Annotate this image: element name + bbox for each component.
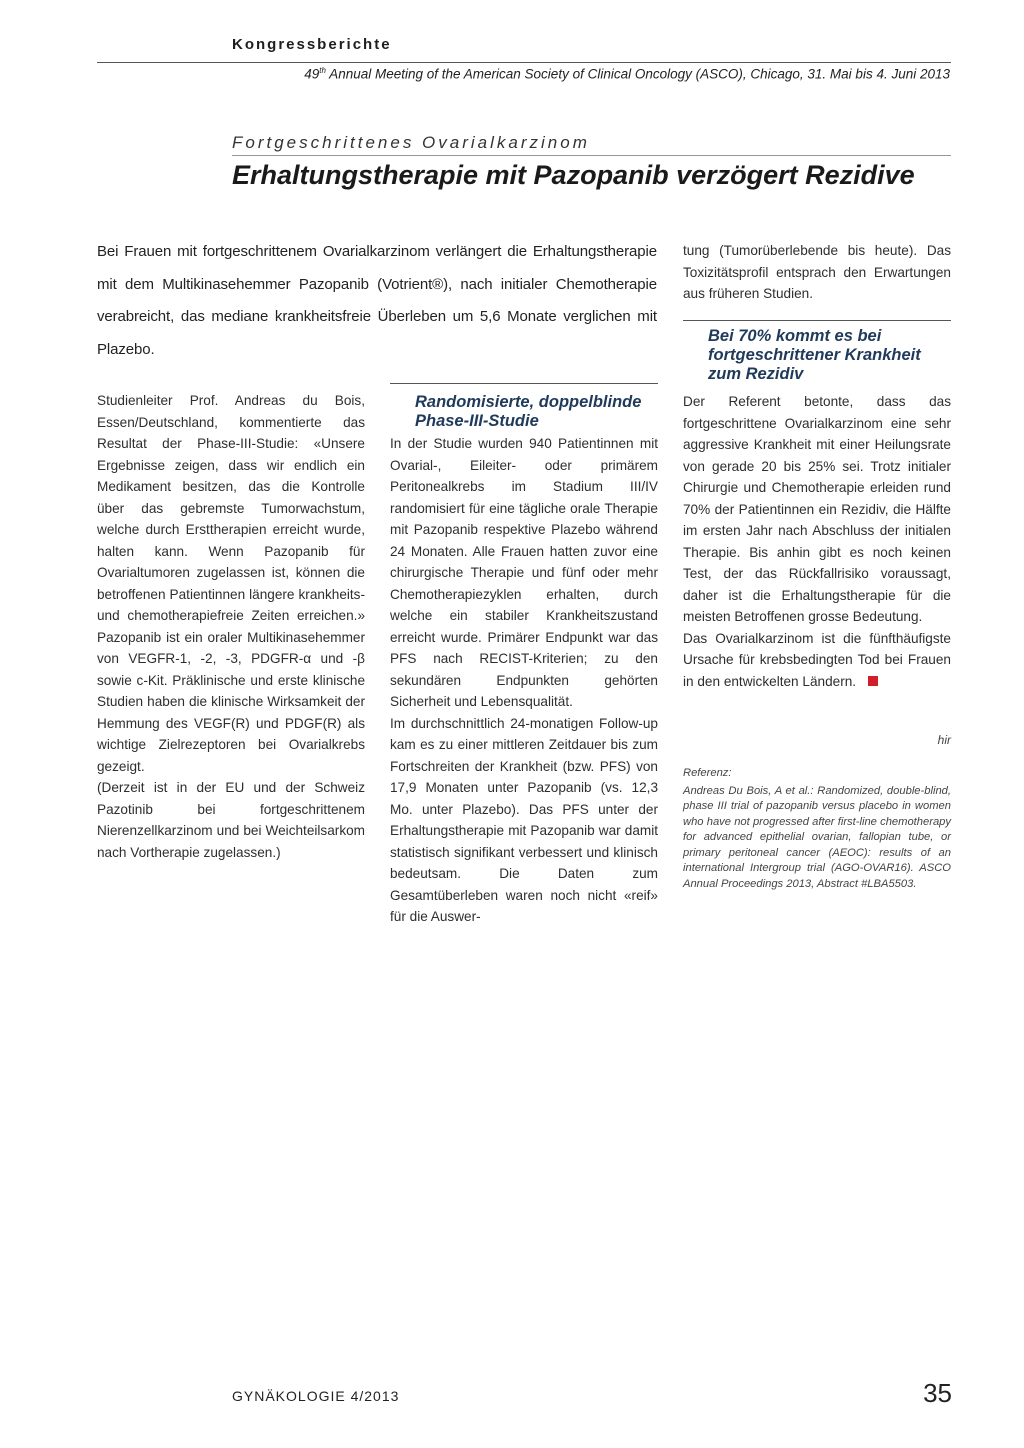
col3-subhead-rule [683, 320, 951, 321]
article-lead [97, 236, 657, 366]
col3-subheading: Bei 70% kommt es bei fortgeschrittener Krankheit zum Rezidiv [708, 327, 921, 383]
reference-text: Andreas Du Bois, A et al.: Randomized, double-blind, phase III trial of pazopanib versus placebo in women who have not progressed after first-line chemotherapy for advanced epithelial ovarian, fallopian tube, or primary peritoneal cancer (AEOC): results of an international Intergroup trial (AGO-OVAR16). ASCO Annual Proceedings 2013, Abstract #LBA5503. [683, 784, 951, 890]
col3-paragraph-2-text: Das Ovarialkarzinom ist die fünfthäufigste Ursache für krebsbedingten Tod bei Frauen in den entwickelten Ländern. [683, 630, 951, 689]
article-title: Erhaltungstherapie mit Pazopanib verzögert Rezidive [232, 160, 915, 190]
col1-paragraph-2: (Derzeit ist in der EU und der Schweiz Pazotinib bei fortgeschrittenem Nierenzellkarzinom und bei Weichteilsarkom nach Vortherapie zugelassen.) [97, 780, 365, 860]
col2-paragraph-2: Im durchschnittlich 24-monatigen Follow-up kam es zu einer mittleren Zeitdauer bis zum Fortschreiten der Krankheit (bzw. PFS) von 17,9 Monaten unter Pazopanib (vs. 12,3 Mo. unter Plazebo). Das PFS unter der Erhaltungstherapie mit Pazopanib war damit statistisch signifikant verbessert und klinisch bedeutsam. Die Daten zum Gesamtüberleben waren noch nicht «reif» für die Auswer- [390, 715, 658, 924]
article-kicker: Fortgeschrittenes Ovarialkarzinom [232, 133, 590, 152]
author-initials: hir [937, 733, 951, 747]
col3-paragraph-1: Der Referent betonte, dass das fortgeschrittene Ovarialkarzinom eine sehr aggressive Krankheit mit einer Heilungsrate von gerade 20 bis 25% sei. Trotz initialer Chirurgie und Chemotherapie erleiden rund 70% der Patientinnen ein Rezidiv, die Hälfte im ersten Jahr nach Abschluss der initialen Therapie. Bis anhin gibt es noch keinen Test, der das Rückfallrisiko voraussagt, daher ist die Erhaltungstherapie für die meisten Betroffenen grosse Bedeutung. [683, 394, 951, 624]
column-1 [97, 390, 365, 863]
col1-paragraph-1: Studienleiter Prof. Andreas du Bois, Essen/Deutschland, kommentierte das Resultat der Phase-III-Studie: «Unsere Ergebnisse zeigen, dass wir endlich ein Medikament besitzen, das die Kontrolle über das gebremste Tumorwachstum, welche durch Ersttherapien erreicht wurde, halten kann. Wenn Pazopanib für Ovarialtumoren zugelassen ist, können die betroffenen Patientinnen längere krankheits- und chemotherapiefreie Zeiten erreichen.» Pazopanib ist ein oraler Multikinasehemmer von VEGFR-1, -2, -3, PDGFR-α und -β sowie c-Kit. Präklinische und erste klinische Studien haben die klinische Wirksamkeit der Hemmung des VEGF(R) und PDGF(R) als wichtige Zielrezeptoren bei Ovarialkrebs gezeigt. [97, 393, 365, 774]
page-number: 35 [923, 1378, 952, 1408]
meeting-line: 49th Annual Meeting of the American Society of Clinical Oncology (ASCO), Chicago, 31. Mai bis 4. Juni 2013 [304, 66, 950, 82]
col2-subheading: Randomisierte, doppelblinde Phase-III-Studie [415, 393, 642, 430]
col3-paragraph-0: tung (Tumorüberlebende bis heute). Das Toxizitätsprofil entsprach den Erwartungen aus früheren Studien. [683, 243, 951, 301]
reference-label: Referenz: [683, 767, 732, 779]
reference [683, 766, 951, 892]
column-3-top [683, 240, 951, 305]
col2-subhead-rule [390, 383, 658, 384]
column-3 [683, 391, 951, 692]
end-marker-icon [868, 676, 878, 686]
col3-paragraph-2 [683, 628, 951, 693]
footer-journal: GYNÄKOLOGIE 4/2013 [232, 1388, 400, 1404]
section-label: Kongressberichte [232, 36, 392, 53]
kicker-rule [232, 155, 951, 156]
header-rule [97, 62, 951, 63]
column-2 [390, 433, 658, 928]
lead-text: Bei Frauen mit fortgeschrittenem Ovarialkarzinom verlängert die Erhaltungstherapie mit dem Multikinasehemmer Pazopanib (Votrient®), nach initialer Chemotherapie verabreicht, das mediane krankheitsfreie Überleben um 5,6 Monate verglichen mit Plazebo. [97, 243, 657, 358]
col2-paragraph-1: In der Studie wurden 940 Patientinnen mit Ovarial-, Eileiter- oder primärem Peritonealkrebs im Stadium III/IV randomisiert für eine tägliche orale Therapie mit Pazopanib respektive Plazebo während 24 Monaten. Alle Frauen hatten zuvor eine chirurgische Therapie und fünf oder mehr Chemotherapiezyklen erhalten, durch welche ein stabiler Krankheitszustand erreicht wurde. Primärer Endpunkt war das PFS nach RECIST-Kriterien; zu den sekundären Endpunkten gehörten Sicherheit und Lebensqualität. [390, 436, 658, 709]
